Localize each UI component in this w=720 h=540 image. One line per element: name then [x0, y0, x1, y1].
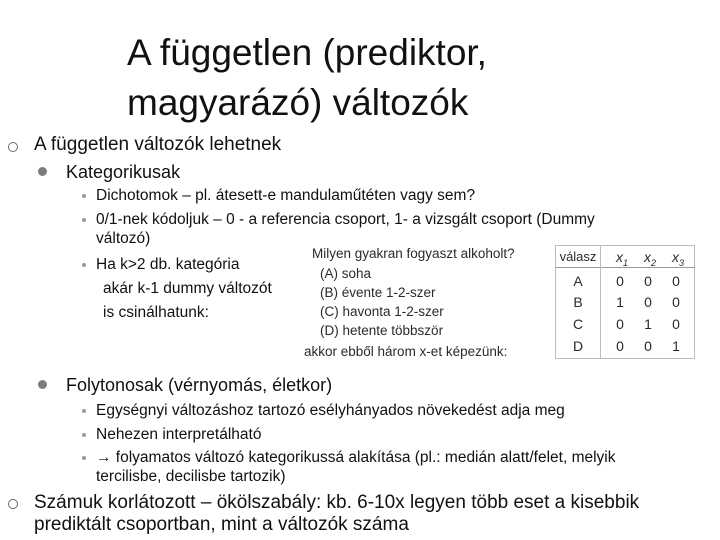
bullet-independent-vars: A független változók lehetnek — [34, 134, 282, 155]
dummy-table — [555, 245, 695, 359]
bullet-small-icon — [82, 433, 86, 437]
table-cell: 0 — [644, 273, 652, 289]
bullet-small-icon — [82, 263, 86, 267]
table-header-x2: $x_2$ — [643, 249, 656, 268]
bullet-dot-icon — [38, 380, 47, 389]
table-row — [555, 273, 695, 293]
dummy-coding-example — [296, 238, 526, 362]
item-coding: 0/1-nek kódoljuk – 0 - a referencia csoport, 1- a vizsgált csoport (Dummy — [96, 211, 595, 228]
item-categorize: → folyamatos változó kategorikussá alakítása (pl.: medián alatt/felet, melyik — [96, 449, 616, 466]
example-footer: akkor ebből három x-et képezünk: — [304, 344, 508, 359]
table-cell: 0 — [644, 338, 652, 354]
table-cell: 0 — [672, 294, 680, 310]
item-categorize-cont: tercilisbe, decilisbe tartozik) — [96, 468, 286, 485]
example-option-d: (D) hetente többször — [320, 323, 444, 338]
bullet-ring-icon — [8, 499, 18, 509]
table-cell: 0 — [672, 316, 680, 332]
bullet-categorical: Kategorikusak — [66, 162, 181, 182]
item-k-categories: Ha k>2 db. kategória — [96, 256, 240, 273]
table-cell: 0 — [672, 273, 680, 289]
example-option-c: (C) havonta 1-2-szer — [320, 304, 444, 319]
title-line-2: magyarázó) változók — [127, 82, 469, 123]
table-cell: D — [572, 338, 584, 354]
table-header-valasz: válasz — [559, 249, 597, 264]
bullet-ring-icon — [8, 142, 18, 152]
example-option-b: (B) évente 1-2-szer — [320, 285, 436, 300]
table-cell: 1 — [672, 338, 680, 354]
table-cell: 0 — [644, 294, 652, 310]
item-odds-ratio: Egységnyi változáshoz tartozó esélyhányados növekedést adja meg — [96, 402, 565, 419]
bullet-limit-rule — [34, 492, 714, 536]
bullet-continuous: Folytonosak (vérnyomás, életkor) — [66, 375, 333, 395]
bullet-small-icon — [82, 456, 86, 460]
table-row — [555, 316, 695, 336]
table-cell: 0 — [616, 316, 624, 332]
limit-rule-line-2: prediktált csoportban, mint a változók száma — [34, 514, 409, 535]
item-k-minus-1: akár k-1 dummy változót — [103, 280, 272, 297]
table-header-x1: $x_1$ — [615, 249, 628, 268]
table-cell: B — [573, 294, 583, 310]
bullet-small-icon — [82, 218, 86, 222]
limit-rule-line-1: Számuk korlátozott – ökölszabály: kb. 6-10x legyen több eset a kisebbik — [34, 492, 640, 513]
table-cell: A — [573, 273, 583, 289]
table-cell: 1 — [644, 316, 652, 332]
table-cell: 0 — [616, 273, 624, 289]
title-line-1: A független (prediktor, — [127, 32, 487, 73]
table-cell: C — [572, 316, 584, 332]
bullet-small-icon — [82, 194, 86, 198]
table-row — [555, 338, 695, 358]
page-title — [127, 28, 687, 128]
bullet-small-icon — [82, 409, 86, 413]
table-cell: 0 — [616, 338, 624, 354]
table-cell: 1 — [616, 294, 624, 310]
item-hard-interpret: Nehezen interpretálható — [96, 426, 262, 443]
item-coding-cont: változó) — [96, 230, 151, 247]
example-option-a: (A) soha — [320, 266, 372, 281]
table-row — [555, 294, 695, 314]
table-header-x3: $x_3$ — [671, 249, 684, 268]
example-question: Milyen gyakran fogyaszt alkoholt? — [312, 246, 515, 261]
item-dichotom: Dichotomok – pl. átesett-e mandulaműtéten vagy sem? — [96, 187, 476, 204]
item-can-create: is csinálhatunk: — [103, 304, 209, 321]
bullet-dot-icon — [38, 167, 47, 176]
